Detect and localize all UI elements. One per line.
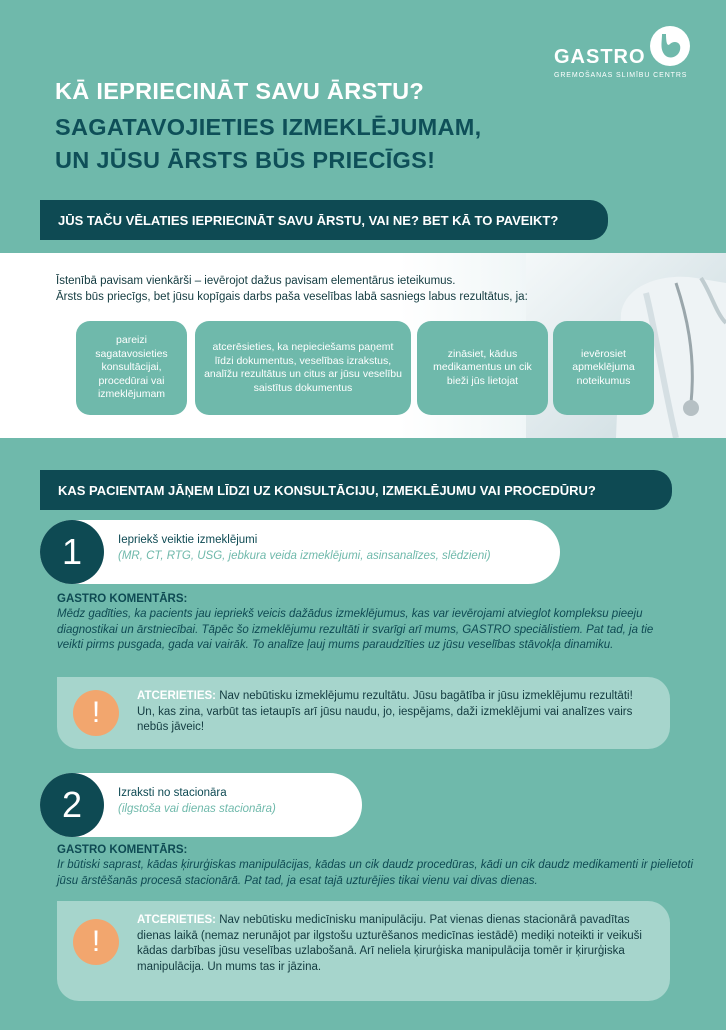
comment-text: Mēdz gadīties, ka pacients jau iepriekš veicis dažādus izmeklējumus, kas var ievērojami atvieglot kompleksu pieeju diagnostikai un ārstniecībai. Tāpēc šo izmeklējumu rezultāti ir svarīgi arī mums, GASTRO speciālistiem. Pat tad, ja tie veikti pirms pusgada, gada vai vairāk. To analīze ļauj mums paraudzīties uz jūsu veselības stāvokļa dinamiku. [57, 608, 654, 651]
intro-line1: Īstenībā pavisam vienkārši – ievērojot dažus pavisam elementārus ieteikumus. [56, 275, 456, 287]
reminder-label: ATCERIETIES: [137, 914, 217, 926]
page-title-line2: SAGATAVOJIETIES IZMEKLĒJUMAM, [55, 114, 482, 140]
page-title-line1: KĀ IEPRIECINĀT SAVU ĀRSTU? [55, 78, 425, 104]
logo-wordmark: GASTRO [554, 46, 646, 68]
tip-pill: zināsiet, kādus medikamentus un cik bieži jūs lietojat [417, 321, 548, 415]
item-subtitle: (ilgstoša vai dienas stacionāra) [118, 803, 276, 815]
reminder-box [57, 901, 670, 1001]
reminder-body: Nav nebūtisku izmeklējumu rezultātu. Jūsu bagātība ir jūsu izmeklējumu rezultāti! Un, kas zina, varbūt tas ietaupīs arī jūsu naudu, jo, iespējams, daži izmeklējumi vai analīzes vairs nebūs jāveic! [137, 690, 633, 733]
comment-heading: GASTRO KOMENTĀRS: [57, 593, 188, 605]
item-title: Izraksti no stacionāra [118, 787, 227, 799]
intro-line2: Ārsts būs priecīgs, bet jūsu kopīgais darbs paša veselības labā sasniegs labus rezultātus, ja: [56, 291, 528, 303]
item-subtitle: (MR, CT, RTG, USG, jebkura veida izmeklējumi, asinsanalīzes, slēdzieni) [118, 550, 491, 562]
stomach-icon [648, 24, 692, 68]
item-number: 2 [40, 773, 104, 837]
item-card [40, 520, 560, 584]
exclamation-icon: ! [73, 690, 119, 736]
section1-banner: JŪS TAČU VĒLATIES IEPRIECINĀT SAVU ĀRSTU, VAI NE? BET KĀ TO PAVEIKT? [40, 200, 608, 240]
comment-text: Ir būtiski saprast, kādas ķirurģiskas manipulācijas, kādas un cik daudz procedūras, kādi un cik daudz medikamenti ir pielietoti jūsu ārstēšanās procesā stacionārā. Pat tad, ja esat tajā uzturējies tikai vienu vai divas dienas. [57, 859, 693, 887]
reminder-box [57, 677, 670, 749]
section2-banner: KAS PACIENTAM JĀŅEM LĪDZI UZ KONSULTĀCIJU, IZMEKLĒJUMU VAI PROCEDŪRU? [40, 470, 672, 510]
tip-pill: atcerēsieties, ka nepieciešams paņemt līdzi dokumentus, veselības izrakstus, analīžu rezultātus un citus ar jūsu veselību saistītus dokumentus [195, 321, 411, 415]
exclamation-icon: ! [73, 919, 119, 965]
item-title: Iepriekš veiktie izmeklējumi [118, 534, 258, 546]
item-card [40, 773, 362, 837]
intro-band [0, 253, 726, 438]
tip-pill: ievērosiet apmeklējuma noteikumus [553, 321, 654, 415]
tip-pill: pareizi sagatavosieties konsultācijai, procedūrai vai izmeklējumam [76, 321, 187, 415]
gastro-logo [552, 24, 702, 84]
reminder-label: ATCERIETIES: [137, 690, 217, 702]
reminder-body: Nav nebūtisku medicīnisku manipulāciju. Pat vienas dienas stacionārā pavadītas dienas laikā (nemaz nerunājot par ilgstošu uzturēšanos medicīnas iestādē) mediķi noteikti ir veikuši kādas darbības jūsu veselības uzlabošanā. Arī neliela ķirurģiska manipulācija tomēr ir ķirurģiska manipulācija. Un mums tas ir jāzina. [137, 914, 642, 973]
comment-heading: GASTRO KOMENTĀRS: [57, 844, 188, 856]
reminder-text [137, 689, 647, 736]
item-number: 1 [40, 520, 104, 584]
page-title-line3: UN JŪSU ĀRSTS BŪS PRIECĪGS! [55, 147, 436, 173]
intro-text [56, 273, 528, 305]
logo-subtitle: GREMOŠANAS SLIMĪBU CENTRS [554, 72, 688, 79]
reminder-text [137, 913, 647, 975]
